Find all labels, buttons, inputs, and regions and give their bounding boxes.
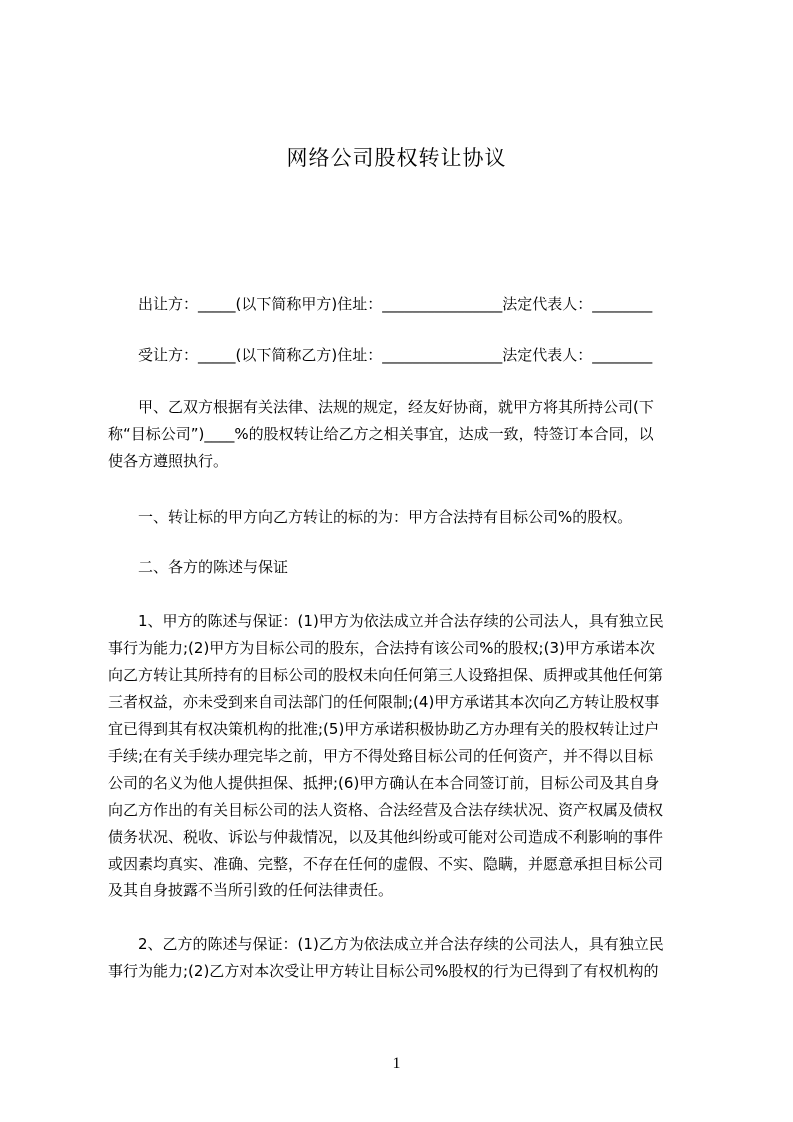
text-line: 1、甲方的陈述与保证：(1)甲方为依法成立并合法存续的公司法人，具有独立民 [108, 612, 664, 630]
document-title: 网络公司股权转让协议 [286, 146, 507, 170]
text-line: 事行为能力;(2)乙方对本次受让甲方转让目标公司%股权的行为已得到了有权机构的 [108, 962, 659, 980]
text-line: 使各方遵照执行。 [108, 452, 229, 470]
text-line: 事行为能力;(2)甲方为目标公司的股东，合法持有该公司%的股权;(3)甲方承诺本次 [108, 639, 655, 657]
text-line: 2、乙方的陈述与保证：(1)乙方为依法成立并合法存续的公司法人，具有独立民 [108, 935, 664, 953]
text-line: 称“目标公司”)____%的股权转让给乙方之相关事宜，达成一致，特签订本合同，以 [108, 425, 654, 443]
text-line: 出让方：_____(以下简称甲方)住址：________________法定代表人：________ [108, 295, 653, 313]
text-line: 一、转让标的甲方向乙方转让的标的为：甲方合法持有目标公司%的股权。 [108, 508, 633, 526]
text-line: 手续;在有关手续办理完毕之前，甲方不得处臵目标公司的任何资产，并不得以目标 [108, 747, 654, 765]
text-line: 二、各方的陈述与保证 [108, 558, 289, 576]
text-line: 甲、乙双方根据有关法律、法规的规定，经友好协商，就甲方将其所持公司(下 [108, 398, 654, 416]
page-number: 1 [392, 1055, 401, 1072]
text-line: 债务状况、税收、诉讼与仲裁情况，以及其他纠纷或可能对公司造成不利影响的事件 [108, 828, 664, 846]
text-line: 向乙方转让其所持有的目标公司的股权未向任何第三人设臵担保、质押或其他任何第 [108, 666, 664, 684]
text-line: 三者权益，亦未受到来自司法部门的任何限制;(4)甲方承诺其本次向乙方转让股权事 [108, 693, 660, 711]
text-line: 或因素均真实、准确、完整，不存在任何的虚假、不实、隐瞒，并愿意承担目标公司 [108, 855, 664, 873]
text-line: 公司的名义为他人提供担保、抵押;(6)甲方确认在本合同签订前，目标公司及其自身 [108, 774, 660, 792]
text-line: 宜已得到其有权决策机构的批准;(5)甲方承诺积极协助乙方办理有关的股权转让过户 [108, 720, 660, 738]
text-line: 及其自身披露不当所引致的任何法律责任。 [108, 881, 394, 899]
text-line: 向乙方作出的有关目标公司的法人资格、合法经营及合法存续状况、资产权属及债权 [108, 801, 664, 819]
text-line: 受让方：_____(以下简称乙方)住址：________________法定代表人：________ [108, 346, 653, 364]
